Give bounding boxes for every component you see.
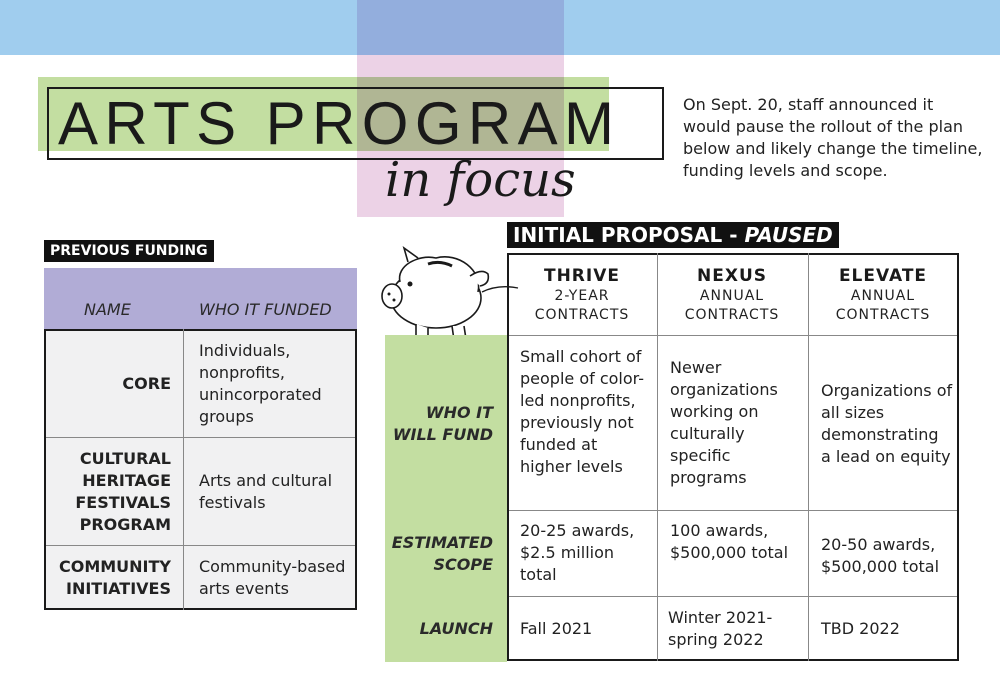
column-header-thrive (507, 265, 657, 325)
column-contract-label: CONTRACTS (534, 307, 630, 323)
program-name: COMMUNITY INITIATIVES (58, 557, 171, 598)
cell-thrive-scope: 20-25 awards, $2.5 million total (520, 521, 635, 584)
column-contract-type: ANNUAL (699, 288, 765, 304)
page-subtitle: in focus (385, 152, 576, 208)
row-label-who-it-will-fund: WHO IT WILL FUND (392, 403, 493, 444)
program-who-funded: Arts and cultural festivals (199, 471, 333, 512)
intro-text: On Sept. 20, staff announced it would pause the rollout of the plan below and likely change the timeline, funding levels and scope. (683, 95, 983, 180)
cell-nexus-scope: 100 awards, $500,000 total (670, 521, 789, 562)
cell-elevate-launch: TBD 2022 (821, 619, 900, 638)
column-contract-label: CONTRACTS (684, 307, 780, 323)
table-divider (46, 545, 355, 546)
program-who-funded: Community-based arts events (199, 557, 346, 598)
page-title: ARTS PROGRAM (58, 90, 621, 157)
program-name: CORE (122, 374, 171, 393)
table-divider (183, 329, 184, 610)
previous-funding-label: PREVIOUS FUNDING (44, 240, 214, 262)
piggy-bank-icon (378, 240, 523, 346)
cell-elevate-who: Organizations of all sizes demonstrating a lead on equity (821, 381, 953, 466)
column-header-elevate (808, 265, 958, 325)
header-name: NAME (84, 300, 131, 319)
table-divider (509, 510, 957, 511)
column-header-nexus (657, 265, 807, 325)
row-label-estimated-scope: ESTIMATED SCOPE (391, 533, 493, 574)
cell-nexus-launch: Winter 2021-spring 2022 (668, 608, 773, 649)
initial-proposal-label (507, 222, 839, 248)
table-divider (509, 335, 957, 336)
cell-thrive-launch: Fall 2021 (520, 619, 593, 638)
top-color-band-overlap (357, 0, 564, 55)
previous-funding-header (44, 268, 357, 329)
table-divider (509, 596, 957, 597)
column-name: ELEVATE (838, 266, 928, 286)
column-name: THRIVE (543, 266, 620, 286)
header-who-it-funded: WHO IT FUNDED (199, 300, 332, 319)
initial-proposal-label-text: INITIAL PROPOSAL - (513, 223, 745, 247)
program-name: CULTURAL HERITAGE FESTIVALS PROGRAM (75, 449, 171, 534)
cell-elevate-scope: 20-50 awards, $500,000 total (821, 535, 940, 576)
table-divider (46, 437, 355, 438)
column-contract-type: 2-YEAR (554, 288, 610, 304)
program-who-funded: Individuals, nonprofits, unincorporated groups (199, 341, 322, 426)
cell-thrive-who: Small cohort of people of color-led nonprofits, previously not funded at higher levels (520, 347, 644, 476)
column-contract-type: ANNUAL (850, 288, 916, 304)
column-contract-label: CONTRACTS (835, 307, 931, 323)
row-label-column (385, 335, 507, 662)
paused-label: PAUSED (744, 223, 833, 247)
cell-nexus-who: Newer organizations working on culturally specific programs (670, 358, 778, 487)
row-label-launch: LAUNCH (419, 619, 493, 638)
column-name: NEXUS (697, 266, 767, 286)
